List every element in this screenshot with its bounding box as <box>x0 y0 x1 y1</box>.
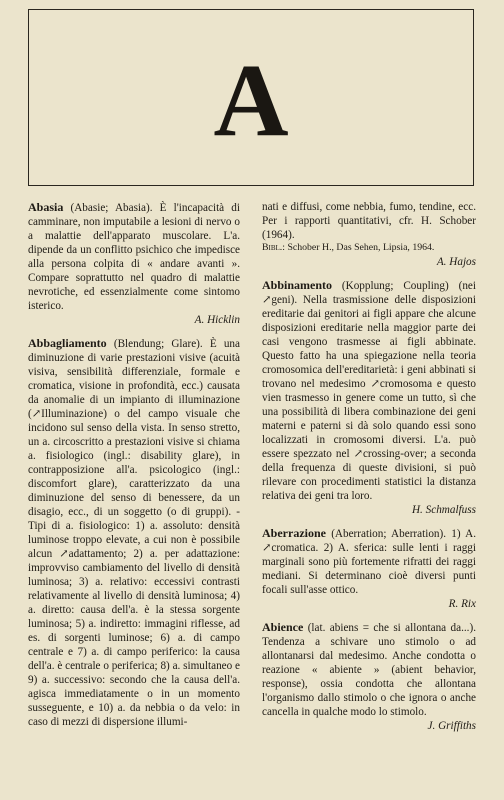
bibliography-text: Schober H., Das Sehen, Lipsia, 1964. <box>287 242 435 253</box>
entry-body: (Abasie; Abasia). È l'incapacità di camminare, non imputabile a lesioni di nervo o a malattie dell'apparato muscolare. L'a. dipende da un conflitto psichico che impedisce alla persona colpita di « andare avanti ». Compare soprattutto nel quadro di malattie nevrotiche, ed essenzialmente come sintomo isterico. <box>28 202 240 312</box>
headword: Abbagliamento <box>28 336 107 350</box>
entry-abbinamento <box>262 278 476 517</box>
entry-text <box>262 278 476 503</box>
entry-aberrazione <box>262 526 476 611</box>
headword: Aberrazione <box>262 525 326 540</box>
entry-abbagliamento-continued <box>262 200 476 269</box>
author-signature: J. Griffiths <box>427 719 476 732</box>
entry-body: (lat. abiens = che si allontana da...). Tendenza a schivare uno stimolo o ad allontanarsi dal medesimo. Anche condotta o reazione « abiente » (abient behavior, response), ossia condotta che allontana l'organismo dallo stimolo o che ignora o anche cancella in qualche modo lo stimolo. <box>262 621 476 718</box>
author-signature: R. Rix <box>448 597 476 610</box>
bibliography-label: Bibl.: <box>262 242 285 253</box>
author-signature: H. Schmalfuss <box>411 503 476 516</box>
entry-text <box>262 526 476 597</box>
author-signature: A. Hicklin <box>194 314 240 326</box>
entry-text <box>28 336 240 729</box>
author-signature: A. Hajos <box>436 255 476 268</box>
left-column <box>28 200 240 738</box>
headword: Abience <box>262 619 304 634</box>
bibliography <box>262 242 476 255</box>
entry-body: (Blendung; Glare). È una diminuzione di varie prestazioni visive (acuità visiva, sensibilità differenziale, formale e cromatica, visione in profondità, ecc.) causata da anomalie di un impianto di illuminazione (↗Illuminazione) o del campo visuale che incidono sul senso della vista. In senso stretto, un a. circoscritto a prestazioni visive si chiama a. fisiologico (ingl.: disability glare), in contrapposizione all'a. psicologico (ingl.: discomfort glare), caratterizzato da una diminuzione del senso di benessere, da un disagio, ecc., di un soggetto (o di gruppi). - Tipi di a. fisiologico: 1) a. assoluto: densità luminose troppo elevate, a cui non è possibile alcun ↗adattamento; 2) a. per adattazione: improvviso cambiamento del livello di densità luminosa; 3) a. relativo: eccessivi contrasti relativamente al livello di densità luminosa; 4) a. diretto: causa dell'a. è la stessa sorgente luminosa; 5) a. indiretto: immagini riflesse, ad es. di sorgenti luminose; 6) a. di campo centrale e 7) a. di campo periferico: la causa dell'a. è centrale o periferica; 8) a. simultaneo e 9) a. successivo: secondo che la causa dell'a. agisca immediatamente o in un momento susseguente, e 10) a. da nebbia o da velo: in caso di mezzi di dispersione illumi- <box>28 338 240 728</box>
entry-text <box>262 620 476 719</box>
right-column <box>262 200 476 742</box>
entry-body: (Kopplung; Coupling) (nei ↗geni). Nella trasmissione delle disposizioni ereditarie dai genitori ai figli appare che alcune disposizioni ereditarie nella maggior parte dei casi vengono trasmesse ai figli abbinate. Questo fatto ha una spiegazione nella teoria cromosomica dell'ereditarietà: i geni abbinati si trovano nel medesimo ↗cromosoma e questo vien trasmesso in genere come un tutto, sì che una possibilità di libera combinazione dei geni materni e paterni si dà solo quando essi sono localizzati in cromosomi diversi. L'a. può essere spezzato nel ↗crossing-over; a seconda della frequenza di queste divisioni, si può rilevare con procedimenti statistici la distanza relativa dei geni tra loro. <box>262 279 476 502</box>
entry-abasia <box>28 200 240 327</box>
headword: Abasia <box>28 200 64 214</box>
section-letter: A <box>213 42 289 158</box>
letter-header-box <box>28 9 474 186</box>
entry-abbagliamento <box>28 336 240 729</box>
entry-body: (Aberration; Aberration). 1) A. ↗cromatica. 2) A. sferica: sulle lenti i raggi marginali sono più fortemente rifratti dei raggi mediani. Si determinano cioè diversi punti focali sull'asse ottico. <box>262 527 477 596</box>
entry-text <box>28 200 240 313</box>
headword: Abbinamento <box>262 277 333 292</box>
entry-body: nati e diffusi, come nebbia, fumo, tendine, ecc. Per i rapporti quantitativi, cfr. H. Schober (1964). <box>262 201 476 241</box>
entry-abience <box>262 620 476 733</box>
